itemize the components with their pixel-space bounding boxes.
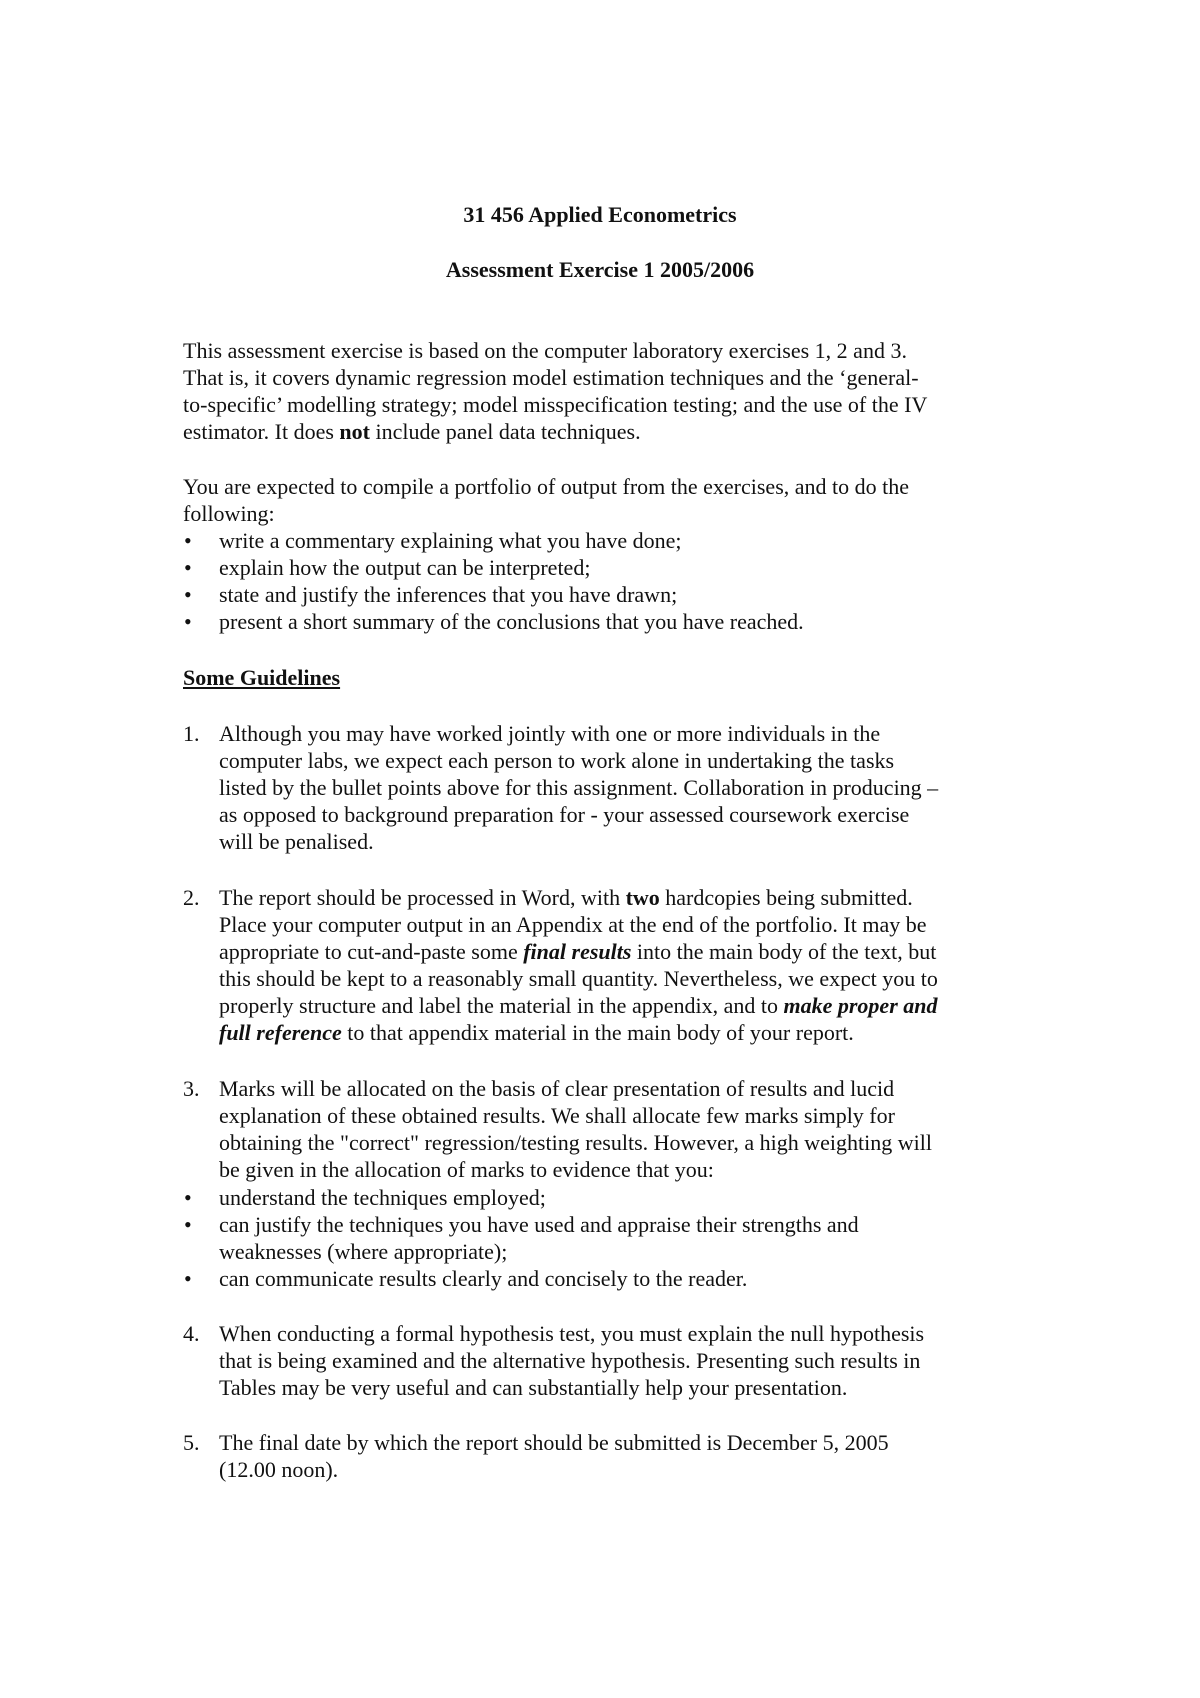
item-line: Marks will be allocated on the basis of clear presentation of results and lucid (219, 1076, 895, 1101)
list-item: • can communicate results clearly and concisely to the reader. (183, 1265, 1053, 1292)
marking-bullet-list (183, 1184, 1053, 1292)
item-line: be given in the allocation of marks to evidence that you: (219, 1157, 714, 1182)
list-item: • present a short summary of the conclusions that you have reached. (183, 608, 1053, 635)
list-item-continuation (183, 1238, 1053, 1265)
item-number: 2. (183, 885, 200, 910)
item-text (219, 1320, 924, 1401)
document-title: 31 456 Applied Econometrics (463, 202, 737, 227)
intro-line: That is, it covers dynamic regression model estimation techniques and the ‘general- (183, 365, 919, 390)
guidelines-heading: Some Guidelines (183, 665, 341, 690)
list-item: • can justify the techniques you have used and appraise their strengths and (183, 1211, 1053, 1238)
task-bullet-list (183, 527, 1053, 635)
list-item: • understand the techniques employed; (183, 1184, 1053, 1211)
item-text-run: hardcopies being submitted. (659, 885, 913, 910)
item-line: listed by the bullet points above for this assignment. Collaboration in producing – (219, 775, 939, 800)
intro-line (183, 418, 1033, 445)
item-line: as opposed to background preparation for - your assessed coursework exercise (219, 802, 910, 827)
item-text (219, 720, 938, 855)
item-line: explanation of these obtained results. We shall allocate few marks simply for (219, 1103, 895, 1128)
list-item: • state and justify the inferences that you have drawn; (183, 581, 1053, 608)
item-line: The final date by which the report should be submitted is December 5, 2005 (219, 1430, 889, 1455)
item-text-run: properly structure and label the material in the appendix, and to (219, 993, 784, 1018)
item-line (219, 884, 938, 911)
item-line (219, 992, 938, 1019)
emphasis-two: two (625, 885, 660, 910)
item-number: 5. (183, 1430, 200, 1455)
expectations-line: You are expected to compile a portfolio of output from the exercises, and to do the (183, 474, 910, 499)
expectations-line: following: (183, 501, 275, 526)
emphasis-final-results: final results (523, 939, 632, 964)
intro-paragraph (183, 337, 1033, 445)
item-line (219, 938, 938, 965)
intro-text: estimator. It does (183, 419, 340, 444)
intro-line: to-specific’ modelling strategy; model misspecification testing; and the use of the IV (183, 392, 928, 417)
emphasis-make-proper: make proper and (783, 993, 938, 1018)
item-text-run: appropriate to cut-and-paste some (219, 939, 524, 964)
intro-line: This assessment exercise is based on the computer laboratory exercises 1, 2 and 3. (183, 338, 907, 363)
item-text-run: The report should be processed in Word, with (219, 885, 626, 910)
item-text (219, 1075, 932, 1183)
item-line (219, 1019, 938, 1046)
emphasis-full-reference: full reference (219, 1020, 342, 1045)
item-line: that is being examined and the alternative hypothesis. Presenting such results in (219, 1348, 921, 1373)
item-line: Although you may have worked jointly with one or more individuals in the (219, 721, 881, 746)
emphasis-not: not (339, 419, 370, 444)
item-line: Tables may be very useful and can substantially help your presentation. (219, 1375, 848, 1400)
item-text (219, 1429, 889, 1483)
item-line: this should be kept to a reasonably small quantity. Nevertheless, we expect you to (219, 966, 938, 991)
item-line: (12.00 noon). (219, 1457, 339, 1482)
intro-text: include panel data techniques. (369, 419, 641, 444)
item-text-run: into the main body of the text, but (631, 939, 937, 964)
continuation-text: weaknesses (where appropriate); (219, 1239, 508, 1264)
item-number: 1. (183, 721, 200, 746)
item-text-run: to that appendix material in the main body of your report. (341, 1020, 854, 1045)
item-line: will be penalised. (219, 829, 374, 854)
item-number: 3. (183, 1076, 200, 1101)
list-item: • write a commentary explaining what you have done; (183, 527, 1053, 554)
expectations-paragraph (183, 473, 1033, 527)
item-text (219, 884, 938, 1046)
item-line: obtaining the "correct" regression/testing results. However, a high weighting will (219, 1130, 932, 1155)
document-subtitle: Assessment Exercise 1 2005/2006 (445, 257, 755, 282)
list-item: • explain how the output can be interpreted; (183, 554, 1053, 581)
item-number: 4. (183, 1321, 200, 1346)
item-line: When conducting a formal hypothesis test, you must explain the null hypothesis (219, 1321, 925, 1346)
item-line: computer labs, we expect each person to work alone in undertaking the tasks (219, 748, 895, 773)
item-line: Place your computer output in an Appendix at the end of the portfolio. It may be (219, 912, 927, 937)
